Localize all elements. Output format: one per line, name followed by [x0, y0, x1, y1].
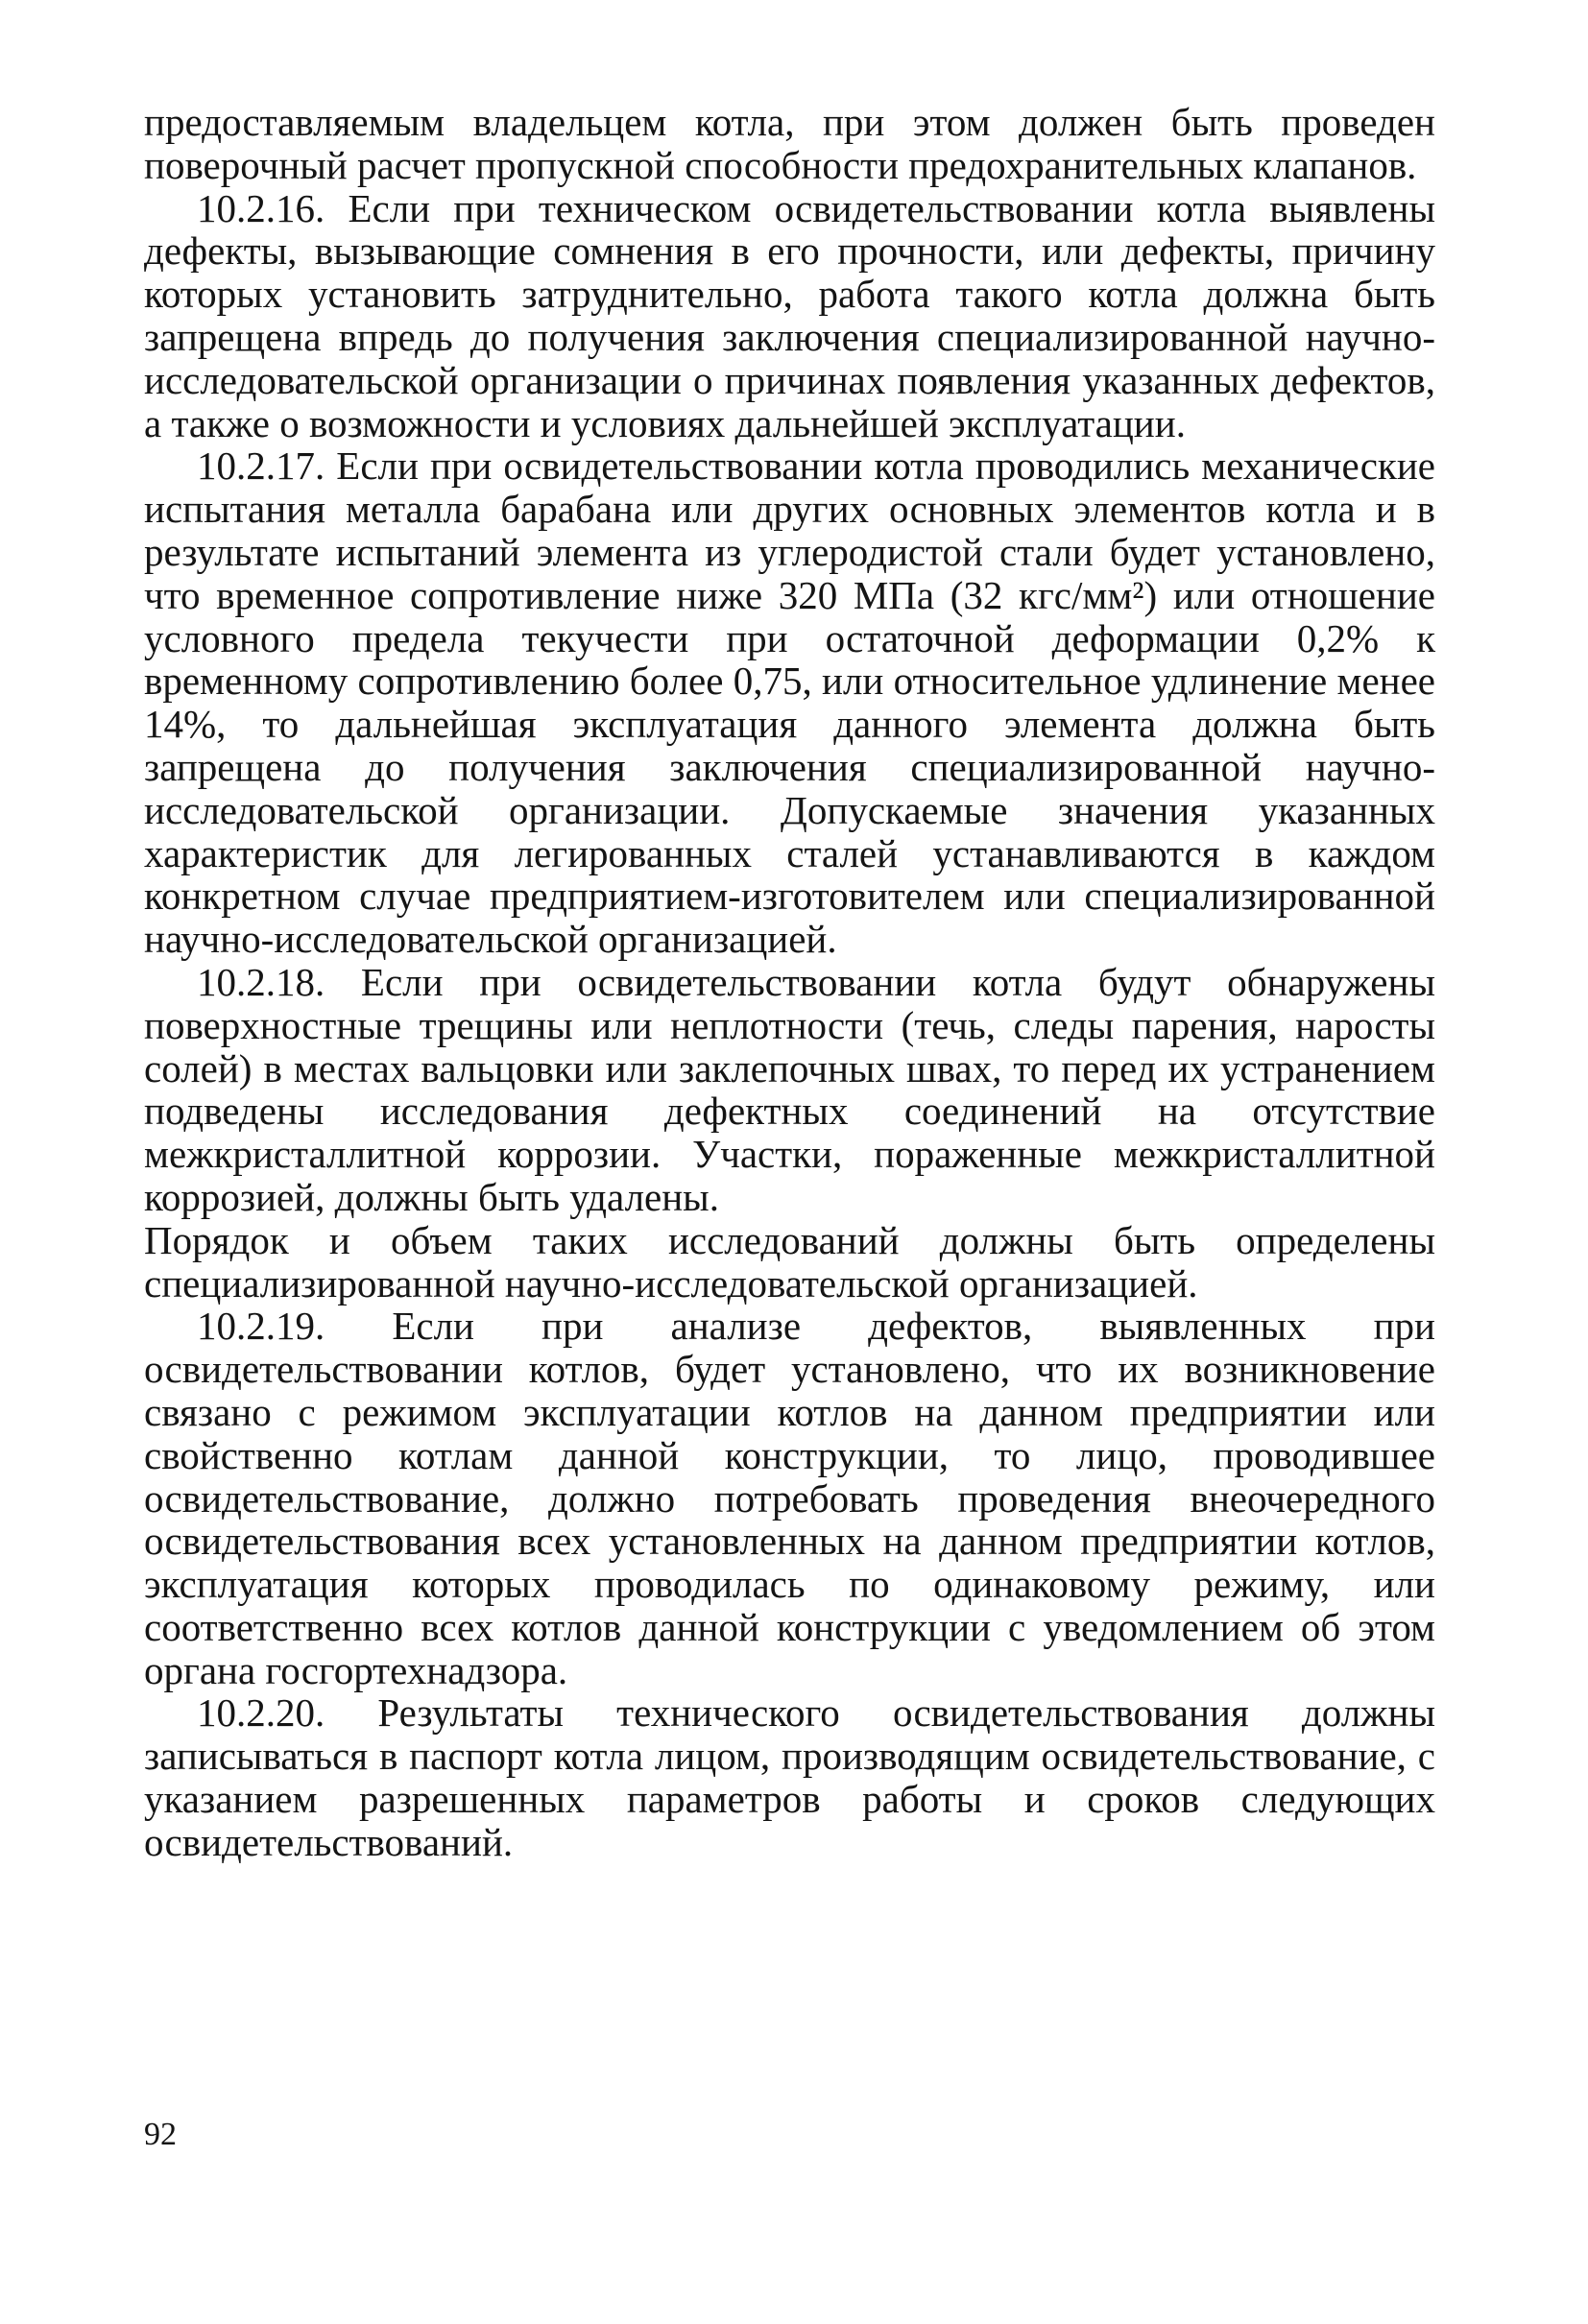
paragraph-10-2-16: 10.2.16. Если при техническом освидетельствовании котла выявлены дефекты, вызывающие сомнения в его прочности, или дефекты, причину которых установить затруднительно, работа такого котла должна быть запрещена впредь до получения заключения специализированной научно-исследовательской организации о причинах появления указанных дефектов, а также о возможности и условиях дальнейшей эксплуатации. [144, 185, 1435, 445]
paragraph-10-2-19: 10.2.19. Если при анализе дефектов, выявленных при освидетельствовании котлов, будет установлено, что их возникновение связано с режимом эксплуатации котлов на данном предприятии или свойственно котлам данной конструкции, то лицо, проводившее освидетельствование, должно потребовать проведения внеочередного освидетельствования всех установленных на данном предприятии котлов, эксплуатация которых проводилась по одинаковому режиму, или соответственно всех котлов данной конструкции с уведомлением об этом органа госгортехнадзора. [144, 1304, 1435, 1692]
paragraph-10-2-17: 10.2.17. Если при освидетельствовании котла проводились механические испытания металла барабана или других основных элементов котла и в результате испытаний элемента из углеродистой стали будет установлено, что временное сопротивление ниже 320 МПа (32 кгс/мм²) или отношение условного предела текучести при остаточной деформации 0,2% к временному сопротивлению более 0,75, или относительное удлинение менее 14%, то дальнейшая эксплуатация данного элемента должна быть запрещена до получения заключения специализированной научно-исследовательской организации. Допускаемые значения указанных характеристик для легированных сталей устанавливаются в каждом конкретном случае предприятием-изготовителем или специализированной научно-исследовательской организацией. [144, 443, 1435, 962]
page-number: 92 [144, 2117, 177, 2152]
paragraph-research-scope: Порядок и объем таких исследований должны быть определены специализированной научно-исследовательской организацией. [144, 1217, 1435, 1306]
paragraph-10-2-18: 10.2.18. Если при освидетельствовании котла будут обнаружены поверхностные трещины или неплотности (течь, следы парения, наросты солей) в местах вальцовки или заклепочных швах, то перед их устранением подведены исследования дефектных соединений на отсутствие межкристаллитной коррозии. Участки, пораженные межкристаллитной коррозией, должны быть удалены. [144, 959, 1435, 1219]
paragraph-10-2-20: 10.2.20. Результаты технического освидетельствования должны записываться в паспорт котла лицом, производящим освидетельствование, с указанием разрешенных параметров работы и сроков следующих освидетельствований. [144, 1690, 1435, 1864]
paragraph-continuation: предоставляемым владельцем котла, при этом должен быть проведен поверочный расчет пропускной способности предохранительных клапанов. [144, 100, 1435, 187]
page-body [144, 101, 1435, 1864]
